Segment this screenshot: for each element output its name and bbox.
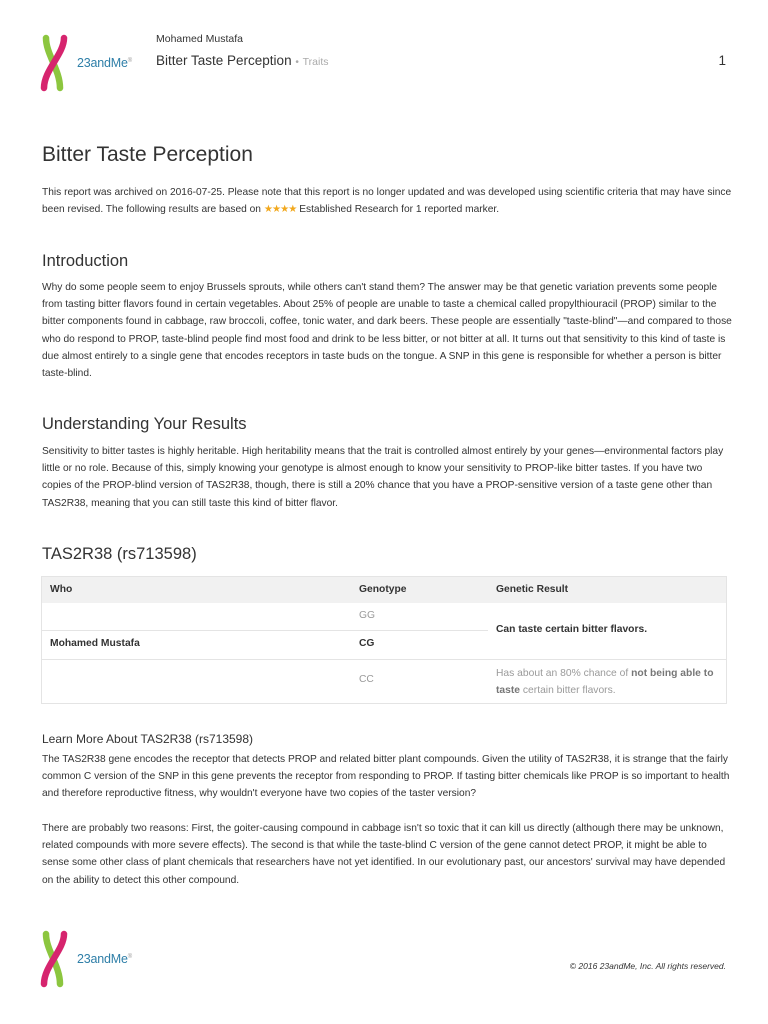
- table-header-row: [42, 577, 726, 603]
- report-title: Bitter Taste Perception: [42, 143, 253, 166]
- report-intro-suffix: Established Research for 1 reported marker.: [296, 204, 500, 216]
- column-header-genotype: Genotype: [359, 584, 407, 595]
- introduction-body: Why do some people seem to enjoy Brussels sprouts, while others can't stand them? The answer may be that genetic variation prevents some people from tasting bitter flavors found in certain vegetables. About 25% of people are unable to taste a chemical called propylthiouracil (PROP) similar to the bitter components found in cabbage, raw broccoli, coffee, tonic water, and dark beers. These people are essentially "taste-blind"—and compared to those who do respond to PROP, taste-blind people find most food and drink to be less bitter, or not bitter at all. It turns out that sensitivity to this kind of taste is due almost entirely to a single gene that encodes receptors in taste buds on the tongue. A SNP in this gene is responsible for whether a person is bitter taste-blind.: [42, 282, 732, 380]
- result-blind-suffix: certain bitter flavors.: [520, 684, 616, 696]
- page-number: 1: [718, 53, 726, 68]
- understanding-heading: Understanding Your Results: [42, 415, 247, 433]
- evidence-stars-icon: ★★★★: [263, 204, 297, 216]
- column-header-result: Genetic Result: [496, 584, 569, 595]
- header-report-title: [156, 53, 329, 68]
- header-separator: •: [295, 57, 299, 68]
- row-divider: [42, 659, 726, 660]
- genotype-table: [41, 576, 727, 704]
- footer-logo-wordmark: 23andMe®: [77, 952, 132, 966]
- result-blind-emphasis: not being able to taste: [496, 668, 714, 696]
- row-cg-who: Mohamed Mustafa: [50, 638, 140, 649]
- result-taste-blind: [496, 666, 721, 699]
- row-gg-genotype: GG: [359, 610, 376, 621]
- result-blind-prefix: Has about an 80% chance of: [496, 668, 632, 679]
- 23andme-logo-mark-icon: [36, 34, 70, 94]
- row-cg-genotype: CG: [359, 638, 375, 649]
- 23andme-logo-mark-icon: [36, 930, 70, 990]
- copyright-notice: © 2016 23andMe, Inc. All rights reserved.: [569, 961, 726, 971]
- header-category: Traits: [302, 56, 329, 68]
- introduction-heading: Introduction: [42, 252, 129, 270]
- header-user-name: Mohamed Mustafa: [156, 33, 243, 45]
- learn-more-para-1: The TAS2R38 gene encodes the receptor that detects PROP and related bitter plant compounds. Given the utility of TAS2R38, it is strange that the fairly common C version of the SNP in this gene prevents the receptor from responding to PROP. If tasting bitter chemicals like PROP is so important to health and therefore reproductive fitness, why wouldn't everyone have two copies of the taster version?: [42, 754, 730, 800]
- learn-more-heading: Learn More About TAS2R38 (rs713598): [42, 732, 254, 746]
- report-intro: [42, 184, 732, 218]
- result-taster: Can taste certain bitter flavors.: [496, 624, 648, 635]
- learn-more-para-2: There are probably two reasons: First, the goiter-causing compound in cabbage isn't so toxic that it can kill us directly (although there may be unknown, related compounds with more severe effects). The second is that while the taste-blind C version of the gene cannot detect PROP, it might be able to sense some other class of plant chemicals that researchers have not yet identified. In our evolutionary past, our ancestors' survival may have depended on the ability to detect this other compound.: [42, 823, 726, 886]
- column-header-who: Who: [50, 584, 73, 595]
- logo-wordmark: 23andMe®: [77, 56, 132, 70]
- marker-heading: TAS2R38 (rs713598): [42, 545, 197, 563]
- row-divider: [42, 630, 488, 631]
- footer-logo: [36, 930, 166, 990]
- report-intro-text: This report was archived on 2016-07-25. Please note that this report is no longer updated and was developed using scientific criteria that may have since been revised. The following results are based on: [42, 187, 732, 216]
- header-logo: [36, 34, 166, 94]
- header-title-text: Bitter Taste Perception: [156, 53, 292, 68]
- understanding-body: Sensitivity to bitter tastes is highly heritable. High heritability means that the trait is controlled almost entirely by your genes—environmental factors play little or no role. Because of this, simply knowing your genotype is almost enough to know your sensitivity to PROP-like bitter tastes. If you have two copies of the PROP-blind version of TAS2R38, though, there is still a 20% chance that you have a PROP-sensitive version of a taste gene other than TAS2R38, meaning that you can still taste this kind of bitter flavor.: [42, 446, 724, 509]
- row-cc-genotype: CC: [359, 674, 374, 685]
